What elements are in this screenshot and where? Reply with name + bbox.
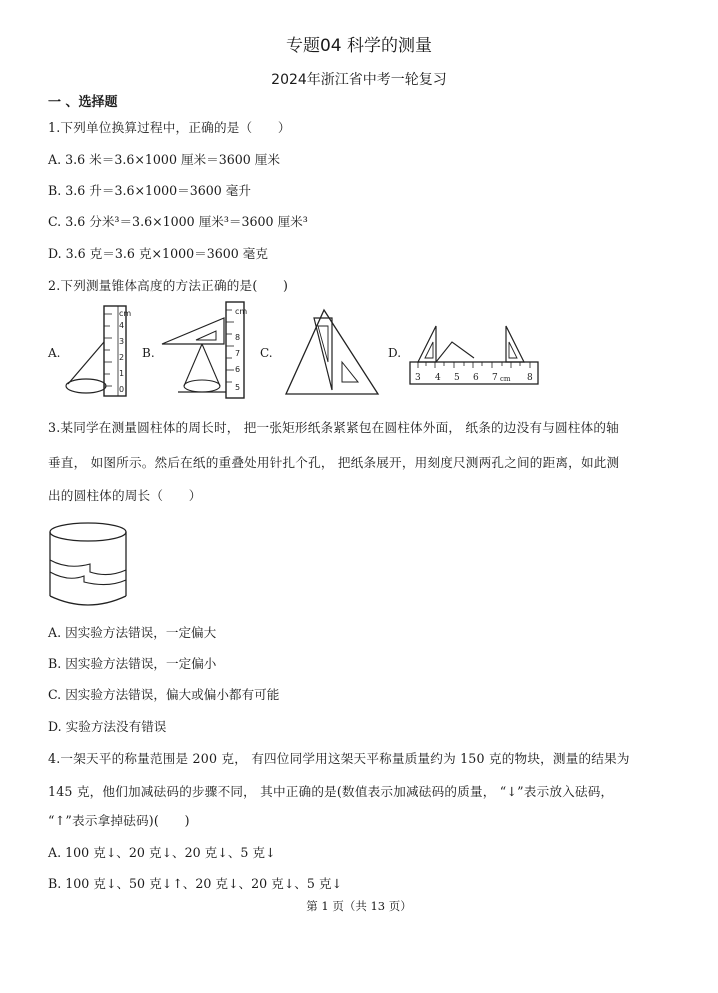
figure-a-mark-2: 2: [119, 353, 125, 362]
page-title: 专题04 科学的测量: [285, 36, 433, 56]
figure-d-mark-cm: cm: [500, 375, 511, 383]
question-1-option-d: D. 3.6 克＝3.6 克×1000＝3600 毫克: [48, 246, 268, 261]
question-4-stem-line-1: 4.一架天平的称量范围是 200 克， 有四位同学用这架天平称量质量约为 150 克的物块，测量的结果为: [48, 751, 630, 766]
question-4-option-a: A. 100 克↓、20 克↓、20 克↓、5 克↓: [48, 845, 276, 860]
figure-a-mark-1: 1: [119, 369, 125, 378]
question-3-option-d: D. 实验方法没有错误: [48, 719, 167, 734]
figure-d-mark-5: 5: [454, 373, 460, 383]
page-footer: 第 1 页（共 13 页）: [306, 899, 412, 913]
figure-a-mark-3: 3: [119, 337, 125, 346]
question-4-stem-line-2: 145 克，他们加减砝码的步骤不同， 其中正确的是(数值表示加减砝码的质量， “↓”表示放入砝码，: [48, 784, 614, 799]
figure-a-mark-cm: cm: [119, 309, 132, 318]
figure-d-setsquares-ruler: [408, 322, 542, 388]
figure-d-mark-6: 6: [473, 373, 479, 383]
figure-label-a: A.: [48, 346, 61, 360]
figure-a-mark-4: 4: [119, 321, 125, 330]
figure-c-triangles: [272, 306, 384, 398]
question-4-option-b: B. 100 克↓、50 克↓↑、20 克↓、20 克↓、5 克↓: [48, 876, 343, 891]
figure-b-cone-setsquare: [158, 300, 250, 400]
question-1-option-a: A. 3.6 米＝3.6×1000 厘米＝3600 厘米: [48, 152, 280, 167]
figure-label-c: C.: [260, 346, 273, 360]
question-3-stem-line-2: 垂直， 如图所示。然后在纸的重叠处用针扎个孔， 把纸条展开，用刻度尺测两孔之间的距离，如此测: [48, 455, 620, 470]
figure-b-mark-cm: cm: [235, 307, 248, 316]
question-3-stem-line-1: 3.某同学在测量圆柱体的周长时， 把一张矩形纸条紧紧包在圆柱体外面， 纸条的边没有与圆柱体的轴: [48, 420, 619, 435]
question-3-option-a: A. 因实验方法错误，一定偏大: [48, 625, 217, 640]
figure-d-mark-4: 4: [435, 373, 441, 383]
figure-label-b: B.: [142, 346, 155, 360]
question-3-stem-line-3: 出的圆柱体的周长（ ）: [48, 488, 202, 503]
figure-q3-cylinder: [46, 520, 130, 610]
question-1-option-b: B. 3.6 升＝3.6×1000＝3600 毫升: [48, 183, 251, 198]
question-3-option-b: B. 因实验方法错误，一定偏小: [48, 656, 217, 671]
figure-b-mark-5: 5: [235, 383, 241, 392]
question-3-option-c: C. 因实验方法错误，偏大或偏小都有可能: [48, 687, 280, 702]
question-2-stem: 2.下列测量锥体高度的方法正确的是( ): [48, 278, 289, 293]
figure-d-mark-8: 8: [527, 373, 533, 383]
page-subtitle: 2024年浙江省中考一轮复习: [271, 72, 447, 88]
figure-b-mark-8: 8: [235, 333, 241, 342]
question-4-stem-line-3: “↑”表示拿掉砝码)( ): [48, 813, 190, 828]
figure-label-d: D.: [388, 346, 402, 360]
question-1-stem: 1.下列单位换算过程中，正确的是（ ）: [48, 120, 291, 135]
figure-b-mark-7: 7: [235, 349, 241, 358]
figure-a-cone-ruler: [60, 302, 142, 400]
figure-a-mark-0: 0: [119, 385, 125, 394]
figure-b-mark-6: 6: [235, 365, 241, 374]
figure-d-mark-3: 3: [415, 373, 421, 383]
section-heading: 一 、选择题: [48, 95, 118, 110]
question-1-option-c: C. 3.6 分米³＝3.6×1000 厘米³＝3600 厘米³: [48, 214, 308, 229]
figure-d-mark-7: 7: [492, 373, 498, 383]
